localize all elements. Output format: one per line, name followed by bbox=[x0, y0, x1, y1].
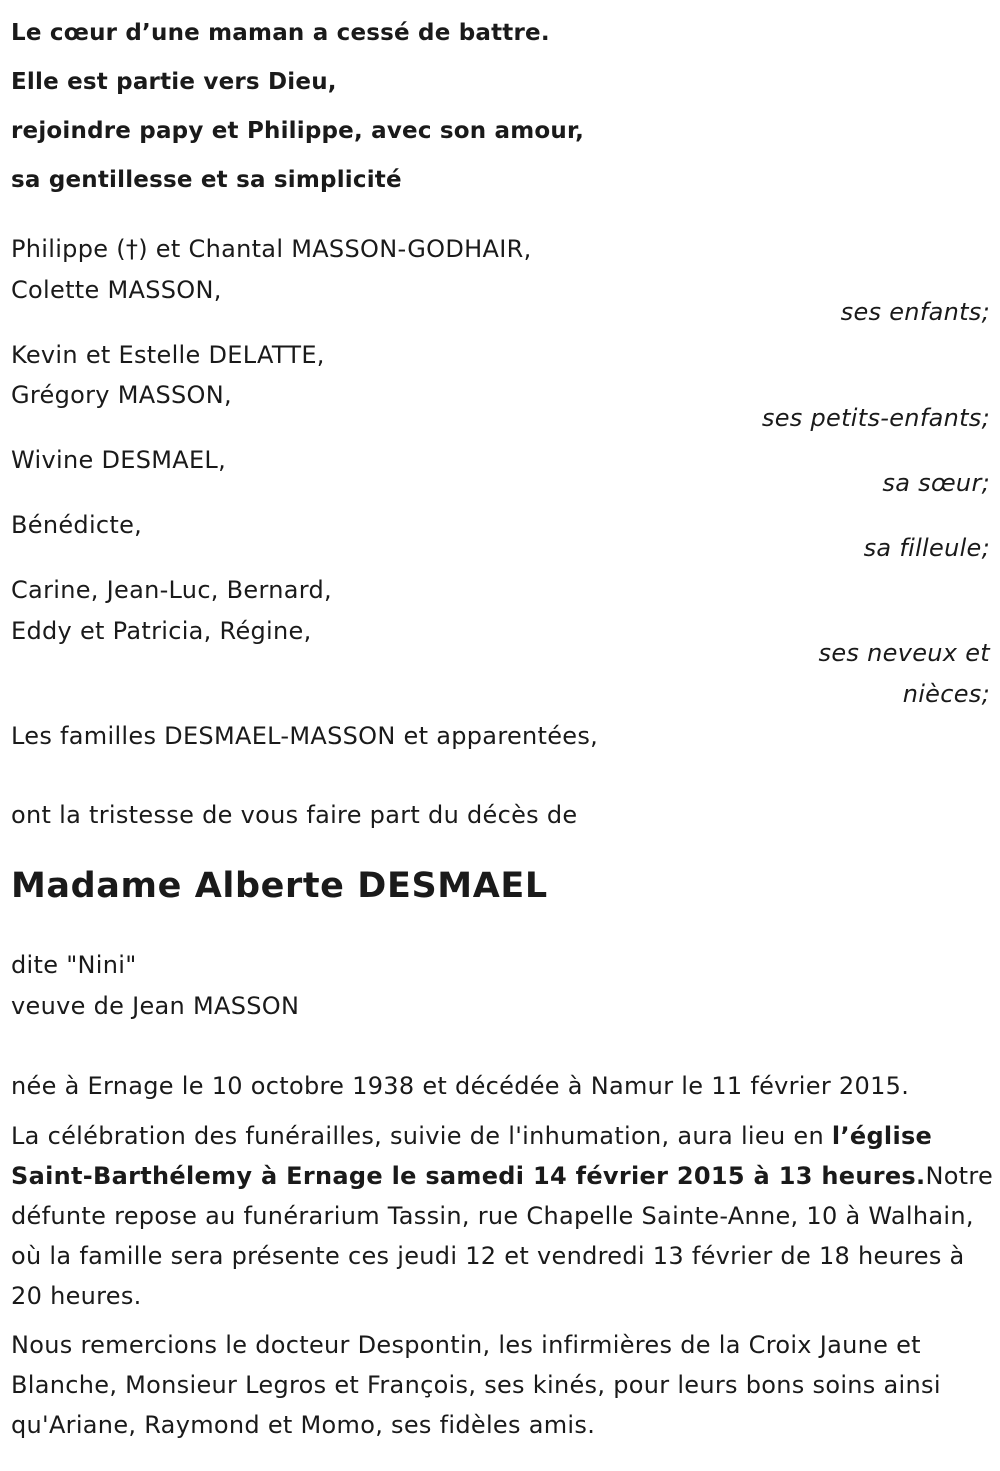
family-member-name: Grégory MASSON, bbox=[11, 381, 232, 409]
family-member-name: Wivine DESMAEL, bbox=[11, 446, 227, 474]
family-member-name: Carine, Jean-Luc, Bernard, bbox=[11, 576, 332, 604]
family-relation: ses petits-enfants; bbox=[761, 403, 990, 432]
deceased-alias bbox=[11, 945, 990, 1026]
ceremony-text-post: Notre défunte repose au funérarium Tassin, rue Chapelle Sainte-Anne, 10 à Walhain, où la famille sera présente ces jeudi 12 et vendredi 13 février de 18 heures à 20 heures. bbox=[11, 1161, 994, 1310]
birth-death-dates: née à Ernage le 10 octobre 1938 et décédée à Namur le 11 février 2015. bbox=[11, 1072, 910, 1100]
family-member-name: Bénédicte, bbox=[11, 511, 143, 539]
intro-verse bbox=[11, 9, 990, 205]
family-group-nephews bbox=[11, 570, 990, 714]
deceased-name: Madame Alberte DESMAEL bbox=[11, 866, 548, 906]
family-member-name: Colette MASSON, bbox=[11, 275, 222, 304]
ceremony-location: l’église Saint-Barthélemy à Ernage le samedi 14 février 2015 à 13 heures. bbox=[11, 1121, 933, 1190]
family-relation bbox=[800, 633, 990, 714]
family-relation-line: ses neveux et bbox=[818, 639, 990, 667]
family-relation: ses enfants; bbox=[840, 298, 990, 326]
family-member-name: Philippe (†) et Chantal MASSON-GODHAIR, bbox=[11, 235, 532, 263]
intro-line: rejoindre papy et Philippe, avec son amour, bbox=[11, 118, 585, 144]
intro-line: sa gentillesse et sa simplicité bbox=[11, 167, 402, 193]
family-group-children bbox=[11, 229, 990, 333]
family-list bbox=[11, 229, 990, 714]
intro-line: Le cœur d’une maman a cessé de battre. bbox=[11, 20, 550, 46]
family-member-name: Kevin et Estelle DELATTE, bbox=[11, 340, 325, 369]
ceremony-paragraph bbox=[11, 1116, 996, 1316]
family-relation: sa filleule; bbox=[863, 533, 990, 562]
family-relation-line: nièces; bbox=[902, 679, 990, 708]
family-member-name: Eddy et Patricia, Régine, bbox=[11, 616, 312, 645]
extended-families: Les familles DESMAEL-MASSON et apparentées, bbox=[11, 722, 599, 750]
announcement-text: ont la tristesse de vous faire part du décès de bbox=[11, 800, 578, 829]
family-group-grandchildren bbox=[11, 335, 990, 439]
intro-line: Elle est partie vers Dieu, bbox=[11, 69, 337, 95]
alias-line: veuve de Jean MASSON bbox=[11, 991, 300, 1020]
thanks-paragraph: Nous remercions le docteur Despontin, les infirmières de la Croix Jaune et Blanche, Monsieur Legros et François, ses kinés, pour leurs bons soins ainsi qu'Ariane, Raymond et Momo, ses fidèles amis. bbox=[11, 1330, 941, 1439]
ceremony-text-pre: La célébration des funérailles, suivie de l'inhumation, aura lieu en bbox=[11, 1121, 832, 1150]
family-group-goddaughter bbox=[11, 505, 990, 568]
family-group-sister bbox=[11, 440, 990, 503]
alias-line: dite "Nini" bbox=[11, 951, 137, 979]
family-relation: sa sœur; bbox=[882, 468, 990, 497]
